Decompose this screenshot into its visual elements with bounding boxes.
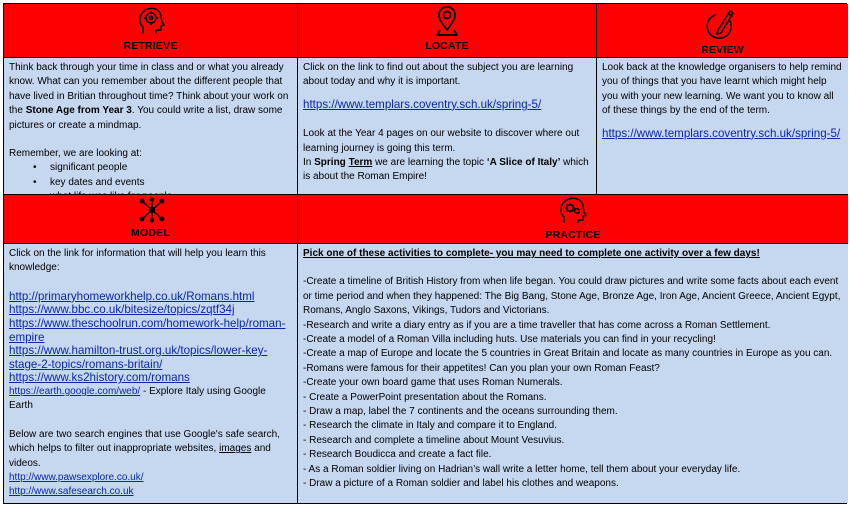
list-item: -Create a map of Europe and locate the 5 countries in Great Britain and locate as many countries in Europe as you can. — [303, 348, 833, 360]
model-header — [4, 195, 298, 244]
locate-topic: In Spring Term we are learning the topic ‘A Slice of Italy’ which is about the Roman Empire! — [303, 157, 589, 183]
list-item: -Create a timeline of British History from when life began. You could draw pictures and write some facts about each event or time period and when they happened: The Big Bang, Stone Age, Bronze Age, Iron Age, Ancient Greece, Ancient Egypt, Romans, Anglo Saxons, Vikings, Tudors and Victorians. — [303, 276, 841, 317]
list-item: - As a Roman soldier living on Hadrian’s wall write a letter home, tell them about your everyday life. — [303, 463, 741, 475]
list-item: - Draw a picture of a Roman soldier and label his clothes and weapons. — [303, 478, 619, 490]
retrieve-remember: Remember, we are looking at: — [9, 148, 142, 160]
model-link-hamilton-trust[interactable]: https://www.hamilton-trust.org.uk/topics/lower-key-stage-2-topics/romans-britain/ — [9, 344, 268, 371]
pencil-circle-icon — [705, 7, 737, 41]
model-link-theschoolrun[interactable]: https://www.theschoolrun.com/homework-help/roman-empire — [9, 317, 286, 344]
list-item: - Research the climate in Italy and compare it to England. — [303, 420, 558, 432]
network-icon — [138, 197, 166, 223]
gears-head-icon — [558, 197, 588, 225]
list-item: - Create a PowerPoint presentation about the Romans. — [303, 391, 547, 403]
practice-title: PRACTICE — [545, 229, 601, 241]
model-title: MODEL — [131, 227, 170, 239]
review-title: REVIEW — [701, 44, 744, 56]
model-link-primaryhomeworkhelp[interactable]: http://primaryhomeworkhelp.co.uk/Romans.html — [9, 289, 255, 303]
list-item: - Research Boudicca and create a fact file. — [303, 449, 492, 461]
model-intro: Click on the link for information that will help you learn this knowledge: — [9, 248, 266, 274]
model-search-intro: Below are two search engines that use Google's safe search, which helps to filter out inappropriate websites, images and videos. — [9, 428, 280, 469]
review-panel — [597, 58, 848, 195]
locate-header — [298, 4, 597, 58]
model-earth-line: https://earth.google.com/web/ - Explore Italy using Google Earth — [9, 385, 266, 412]
practice-panel — [298, 244, 848, 503]
review-spring-link[interactable]: https://www.templars.coventry.sch.uk/spring-5/ — [602, 126, 841, 140]
list-item: -Create a model of a Roman Villa including huts. Use materials you can find in your recycling! — [303, 334, 716, 346]
knowledge-grid — [3, 3, 847, 504]
locate-year4: Look at the Year 4 pages on our website to discover where out learning journey is going this term. — [303, 128, 580, 154]
model-link-safesearch[interactable]: http://www.safesearch.co.uk — [9, 486, 134, 498]
practice-intro: Pick one of these activities to complete- you may need to complete one activity over a few days! — [303, 248, 760, 259]
locate-spring-link[interactable]: https://www.templars.coventry.sch.uk/spring-5/ — [303, 97, 542, 111]
practice-header — [298, 195, 848, 244]
review-header — [597, 4, 848, 58]
retrieve-intro: Think back through your time in class and or what you already know. What can you remember about the different people that have lived in Britian throughout time? Think about your work on the Stone Age from Year 3. You could write a list, draw some pictures or create a mindmap. — [9, 62, 289, 131]
retrieve-panel — [4, 58, 298, 195]
retrieve-title: RETRIEVE — [123, 40, 178, 52]
brain-head-icon — [137, 6, 165, 36]
model-link-bbc-bitesize[interactable]: https://www.bbc.co.uk/bitesize/topics/zqtf34j — [9, 303, 235, 317]
locate-panel — [298, 58, 597, 195]
list-item: -Create your own board game that uses Roman Numerals. — [303, 377, 563, 389]
list-item: • key dates and events — [9, 176, 292, 190]
locate-intro: Click on the link to find out about the subject you are learning about today and why it is important. — [303, 62, 574, 88]
list-item: - Research and complete a timeline about Mount Vesuvius. — [303, 434, 565, 446]
review-intro: Look back at the knowledge organisers to help remind you of things that you have learnt which might help you with your new learning. We want you to know all of these things by the end of the term. — [602, 62, 842, 117]
model-link-google-earth[interactable]: https://earth.google.com/web/ — [9, 385, 141, 397]
list-item: -Research and write a diary entry as if you are a time traveller that has come across a Roman Settlement. — [303, 319, 771, 331]
locate-title: LOCATE — [425, 40, 469, 52]
map-pin-icon — [434, 5, 460, 37]
list-item: - Draw a map, label the 7 continents and the oceans surrounding them. — [303, 406, 618, 418]
model-link-pawsexplore[interactable]: http://www.pawsexplore.co.uk/ — [9, 472, 144, 483]
model-panel — [4, 244, 298, 503]
retrieve-header — [4, 4, 298, 58]
model-link-ks2history[interactable]: https://www.ks2history.com/romans — [9, 371, 190, 385]
list-item: • significant people — [9, 161, 292, 175]
list-item: -Romans were famous for their appetites! Can you plan your own Roman Feast? — [303, 362, 660, 374]
